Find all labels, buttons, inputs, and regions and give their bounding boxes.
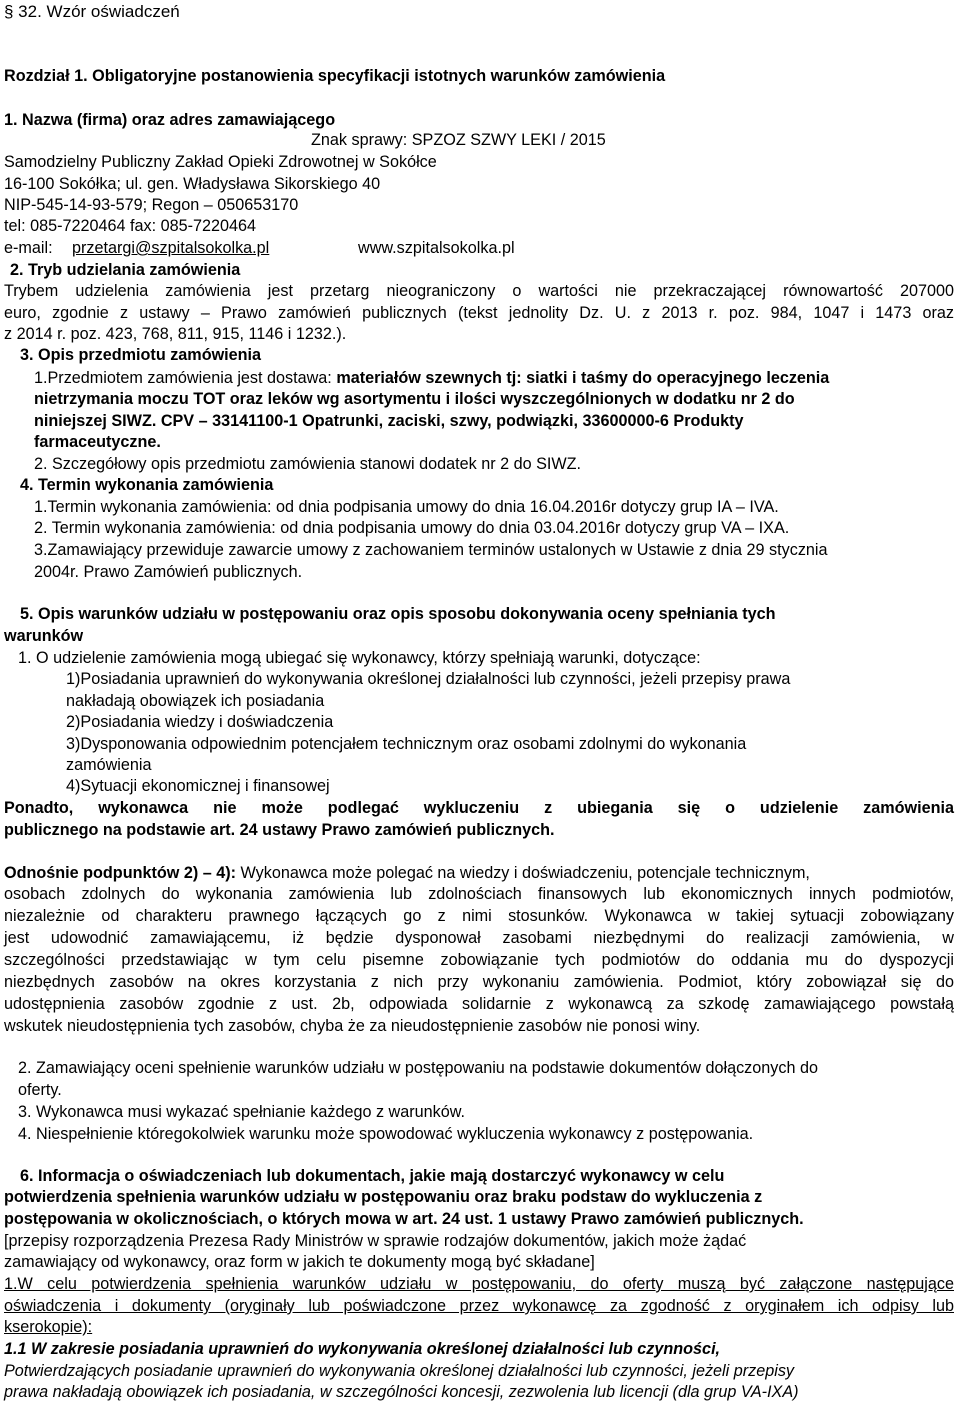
s5-p3: 3. Wykonawca musi wykazać spełnianie każdego z warunków. bbox=[18, 1103, 466, 1121]
s5-exclusion-2: publicznego na podstawie art. 24 ustawy Prawo zamówień publicznych. bbox=[4, 821, 555, 839]
org-tel: tel: 085-7220464 fax: 085-7220464 bbox=[4, 217, 257, 235]
s5-cond-1a: 1)Posiadania uprawnień do wykonywania określonej działalności lub czynności, jeżeli przepisy prawa bbox=[66, 670, 791, 688]
s5-heading-1: 5. Opis warunków udziału w postępowaniu oraz opis sposobu dokonywania oceny spełniania tych bbox=[20, 605, 776, 623]
org-name: Samodzielny Publiczny Zakład Opieki Zdrowotnej w Sokółce bbox=[4, 153, 437, 171]
org-address: 16-100 Sokółka; ul. gen. Władysława Sikorskiego 40 bbox=[4, 175, 381, 193]
org-nip: NIP-545-14-93-579; Regon – 050653170 bbox=[4, 196, 299, 214]
s5-ref-line-1 bbox=[4, 863, 810, 883]
s6-heading-3: postępowania w okolicznościach, o których mowa w art. 24 ust. 1 ustawy Prawo zamówień publicznych. bbox=[4, 1210, 804, 1228]
s3-p1-line-2: nietrzymania moczu TOT oraz leków wg asortymentu i ilości wyszczególnionych w dodatku nr 2 do bbox=[34, 390, 795, 408]
s5-ref-line-5: szczególności przedstawiając w tym celu pisemne zobowiązanie tych podmiotów do oddania mu do dyspozycji bbox=[4, 951, 954, 969]
s5-heading-2: warunków bbox=[4, 627, 84, 645]
s5-cond-4: 4)Sytuacji ekonomicznej i finansowej bbox=[66, 777, 330, 795]
email-label: e-mail: bbox=[4, 239, 53, 257]
s5-cond-3b: zamówienia bbox=[66, 756, 152, 774]
s5-cond-3a: 3)Dysponowania odpowiednim potencjałem technicznym oraz osobami zdolnymi do wykonania bbox=[66, 735, 747, 753]
s5-p2b: oferty. bbox=[18, 1081, 62, 1099]
s3-p1-prefix: 1.Przedmiotem zamówienia jest dostawa: bbox=[34, 369, 337, 387]
s5-p4: 4. Niespełnienie któregokolwiek warunku może spowodować wykluczenia wykonawcy z postępowania. bbox=[18, 1125, 754, 1143]
s4-heading: 4. Termin wykonania zamówienia bbox=[20, 476, 274, 494]
s3-p1-line-1 bbox=[34, 368, 829, 388]
s6-note-1: [przepisy rozporządzenia Prezesa Rady Ministrów w sprawie rodzajów dokumentów, jakich może żądać bbox=[4, 1232, 747, 1250]
s3-p1-line-4: farmaceutyczne. bbox=[34, 433, 161, 451]
s5-ref-line-7: udostępnienia zasobów zgodnie z ust. 2b, odpowiada solidarnie z wykonawcą za szkodę zamawiającego powstałą bbox=[4, 995, 954, 1013]
s2-line-3: z 2014 r. poz. 423, 768, 811, 915, 1146 i 1232.). bbox=[4, 325, 347, 343]
s5-p2a: 2. Zamawiający oceni spełnienie warunków udziału w postępowaniu na podstawie dokumentów dołączonych do bbox=[18, 1059, 818, 1077]
s3-heading: 3. Opis przedmiotu zamówienia bbox=[20, 346, 262, 364]
s5-ref-text: Wykonawca może polegać na wiedzy i doświadczeniu, potencjale technicznym, bbox=[236, 864, 810, 882]
s5-cond-1b: nakładają obowiązek ich posiadania bbox=[66, 692, 325, 710]
s5-cond-2: 2)Posiadania wiedzy i doświadczenia bbox=[66, 713, 334, 731]
s6-underlined-3: kserokopie): bbox=[4, 1318, 93, 1336]
s5-ref-bold: Odnośnie podpunktów 2) – 4): bbox=[4, 864, 237, 882]
s5-ref-line-6: niezbędnych zasobów na okres korzystania z nich przy wykonaniu zamówienia. Podmiot, który zobowiązał się do bbox=[4, 973, 954, 991]
s2-line-2: euro, zgodnie z ustawy – Prawo zamówień publicznych (tekst jednolity Dz. U. z 2013 r. poz. 984, 1047 i 1473 oraz bbox=[4, 304, 954, 322]
case-number: Znak sprawy: SPZOZ SZWY LEKI / 2015 bbox=[311, 131, 606, 149]
s3-p1-bold: materiałów szewnych tj: siatki i taśmy do operacyjnego leczenia bbox=[336, 369, 830, 387]
s4-p3b: 2004r. Prawo Zamówień publicznych. bbox=[34, 563, 303, 581]
s3-p1-line-3: niniejszej SIWZ. CPV – 33141100-1 Opatrunki, zaciski, szwy, podwiązki, 33600000-6 Produkty bbox=[34, 412, 744, 430]
s6-underlined-2: oświadczenia i dokumenty (oryginały lub poświadczone przez wykonawcę za zgodność z oryginałem ich odpisy lub bbox=[4, 1297, 954, 1315]
s5-ref-line-4: jest udowodnić zamawiającemu, iż będzie dysponował zasobami niezbędnymi do realizacji zamówienia, w bbox=[4, 929, 954, 947]
s6-italic-heading: 1.1 W zakresie posiadania uprawnień do wykonywania określonej działalności lub czynności, bbox=[4, 1340, 721, 1358]
s6-italic-line-3: prawa nakładają obowiązek ich posiadania, w szczególności koncesji, zezwolenia lub licencji (dla grup VA-IXA) bbox=[4, 1383, 799, 1401]
email-link[interactable]: przetargi@szpitalsokolka.pl bbox=[72, 239, 270, 257]
s6-underlined-1: 1.W celu potwierdzenia spełnienia warunków udziału w postępowaniu, do oferty muszą być załączone następujące bbox=[4, 1275, 954, 1293]
s3-p2: 2. Szczegółowy opis przedmiotu zamówienia stanowi dodatek nr 2 do SIWZ. bbox=[34, 455, 582, 473]
s6-heading-2: potwierdzenia spełnienia warunków udziału w postępowaniu oraz braku podstaw do wykluczenia z bbox=[4, 1188, 763, 1206]
s4-p1: 1.Termin wykonania zamówienia: od dnia podpisania umowy do dnia 16.04.2016r dotyczy grup IA – IVA. bbox=[34, 498, 779, 516]
s2-heading: 2. Tryb udzielania zamówienia bbox=[10, 261, 241, 279]
s6-italic-line-2: Potwierdzających posiadanie uprawnień do wykonywania określonej działalności lub czynności, jeżeli przepisy bbox=[4, 1362, 795, 1380]
s5-ref-line-8: wskutek nieudostępnienia tych zasobów, chyba że za nieudostępnienie zasobów nie ponosi winy. bbox=[4, 1017, 701, 1035]
s4-p3: 3.Zamawiający przewiduje zawarcie umowy z zachowaniem terminów ustalonych w Ustawie z dnia 29 stycznia bbox=[34, 541, 828, 559]
s5-ref-line-3: niezależnie od charakteru prawnego łączących go z nimi stosunków. Wykonawca w takiej sytuacji zobowiązany bbox=[4, 907, 954, 925]
s6-heading-1: 6. Informacja o oświadczeniach lub dokumentach, jakie mają dostarczyć wykonawcy w celu bbox=[20, 1167, 725, 1185]
s2-line-1: Trybem udzielenia zamówienia jest przetarg nieograniczony o wartości nie przekraczającej równowartość 207000 bbox=[4, 282, 954, 300]
s5-ref-line-2: osobach zdolnych do wykonania zamówienia lub zdolnościach finansowych lub ekonomicznych innych podmiotów, bbox=[4, 885, 954, 903]
s1-heading: 1. Nazwa (firma) oraz adres zamawiającego bbox=[4, 111, 336, 129]
section-title: § 32. Wzór oświadczeń bbox=[4, 2, 180, 21]
s5-exclusion-1: Ponadto, wykonawca nie może podlegać wykluczeniu z ubiegania się o udzielenie zamówienia bbox=[4, 799, 954, 817]
website-text: www.szpitalsokolka.pl bbox=[358, 239, 515, 257]
s6-note-2: zamawiający od wykonawcy, oraz form w jakich te dokumenty mogą być składane] bbox=[4, 1253, 595, 1271]
s4-p2: 2. Termin wykonania zamówienia: od dnia podpisania umowy do dnia 03.04.2016r dotyczy grup VA – IXA. bbox=[34, 519, 790, 537]
chapter-heading: Rozdział 1. Obligatoryjne postanowienia specyfikacji istotnych warunków zamówienia bbox=[4, 67, 666, 85]
s5-p1: 1. O udzielenie zamówienia mogą ubiegać się wykonawcy, którzy spełniają warunki, dotyczące: bbox=[18, 649, 701, 667]
